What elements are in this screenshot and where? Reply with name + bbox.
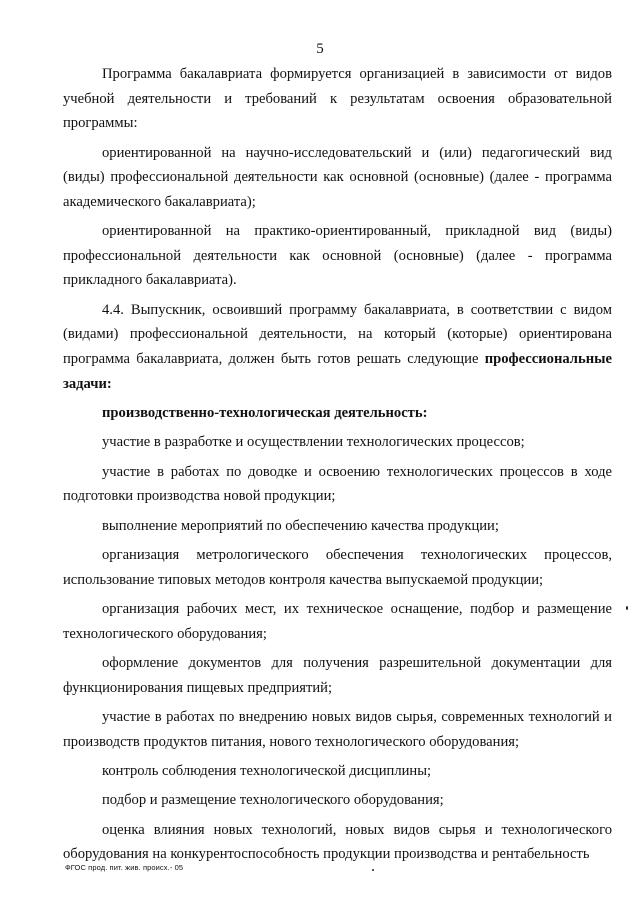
- task-item: участие в работах по внедрению новых видов сырья, современных технологий и производств продуктов питания, нового технологического оборудования;: [63, 709, 612, 750]
- task-item: подбор и размещение технологического оборудования;: [102, 792, 444, 809]
- footer-document-code: ФГОС прод. пит. жив. происх.- 05: [65, 863, 184, 872]
- task-item: организация рабочих мест, их техническое оснащение, подбор и размещение технологического оборудования;: [63, 601, 612, 642]
- task-item: организация метрологического обеспечения технологических процессов, использование типовых методов контроля качества выпускаемой продукции;: [63, 547, 612, 588]
- paragraph-academic-bachelor: ориентированной на научно-исследовательский и (или) педагогический вид (виды) профессиональной деятельности как основной (основные) (далее - программа академического бакалавриата);: [63, 144, 612, 210]
- task-item: участие в разработке и осуществлении технологических процессов;: [102, 434, 525, 451]
- paragraph-graduate-tasks: [63, 298, 612, 396]
- task-item: контроль соблюдения технологической дисциплины;: [102, 763, 432, 779]
- paragraph-applied-bachelor: ориентированной на практико-ориентированный, прикладной вид (виды) профессиональной деятельности как основной (основные) (далее - программа прикладного бакалавриата).: [63, 223, 612, 289]
- scan-speck: [626, 606, 628, 610]
- task-item: оформление документов для получения разрешительной документации для функционирования пищевых предприятий;: [63, 655, 612, 696]
- task-item: участие в работах по доводке и освоению технологических процессов в ходе подготовки производства новой продукции;: [63, 463, 612, 505]
- page-number: 5: [316, 41, 324, 57]
- graduate-tasks-text: 4.4. Выпускник, освоивший программу бакалавриата, в соответствии с видом (видами) профессиональной деятельности, на который (которые) ориентирована программа бакалавриата, должен быть готов решать следующие: [63, 301, 612, 367]
- professional-tasks-label: профессиональные задачи:: [63, 350, 612, 392]
- document-body: [63, 62, 612, 872]
- task-item: оценка влияния новых технологий, новых видов сырья и технологического оборудования на конкурентоспособность продукции производства и рентабельность: [63, 821, 612, 863]
- task-item: выполнение мероприятий по обеспечению качества продукции;: [102, 517, 499, 534]
- scan-speck: [372, 869, 374, 871]
- section-heading-production-technological: производственно-технологическая деятельность:: [102, 404, 428, 421]
- paragraph-program-formation: Программа бакалавриата формируется организацией в зависимости от видов учебной деятельности и требований к результатам освоения образовательной программы:: [63, 66, 612, 132]
